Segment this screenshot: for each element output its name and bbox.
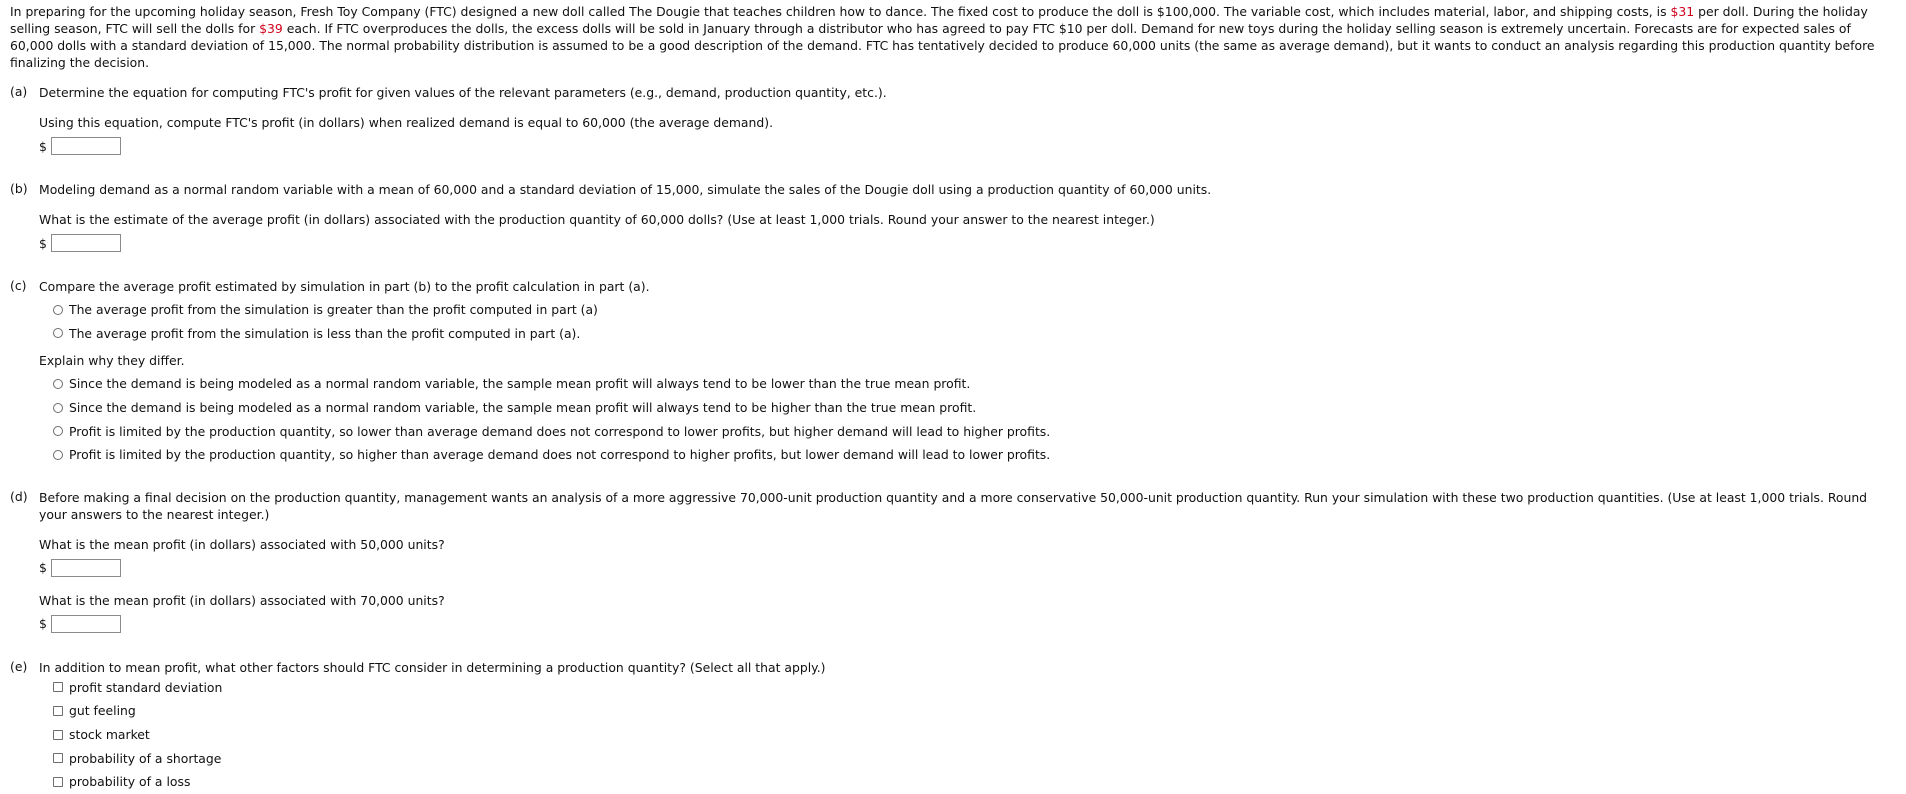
radio-button[interactable] bbox=[53, 305, 63, 315]
part-e-question: In addition to mean profit, what other factors should FTC consider in determining a production quantity? (Select all that apply.) bbox=[39, 659, 826, 675]
option-label: Since the demand is being modeled as a normal random variable, the sample mean profit will always tend to be higher than the true mean profit. bbox=[69, 400, 977, 416]
part-d-profit-50000-input[interactable] bbox=[51, 559, 121, 577]
part-d-profit-70000-input[interactable] bbox=[51, 615, 121, 633]
part-c-explain-option[interactable] bbox=[53, 419, 1896, 443]
currency-symbol: $ bbox=[39, 616, 47, 632]
part-a-label: (a) bbox=[10, 84, 28, 99]
part-a-subquestion: Using this equation, compute FTC's profit (in dollars) when realized demand is equal to 60,000 (the average demand). bbox=[39, 115, 774, 130]
radio-button[interactable] bbox=[53, 328, 63, 338]
part-d-question: Before making a final decision on the production quantity, management wants an analysis of a more aggressive 70,000-unit production quantity and a more conservative 50,000-unit production quantity. Run your simulation with these two production quantities. (Use at least 1,000 trials. Round your answers to the nearest integer.) bbox=[39, 489, 1868, 522]
part-c-compare-option[interactable] bbox=[53, 298, 1896, 322]
part-c bbox=[10, 278, 1896, 467]
checkbox[interactable] bbox=[53, 730, 63, 740]
currency-symbol: $ bbox=[39, 138, 47, 154]
currency-symbol: $ bbox=[39, 235, 47, 251]
part-e-option[interactable] bbox=[53, 676, 1896, 700]
part-b-subquestion: What is the estimate of the average profit (in dollars) associated with the production quantity of 60,000 dolls? (Use at least 1,000 trials. Round your answer to the nearest integer.) bbox=[39, 212, 1155, 227]
option-label: Profit is limited by the production quantity, so higher than average demand does not correspond to higher profits, but lower demand will lead to lower profits. bbox=[69, 447, 1051, 463]
currency-symbol: $ bbox=[39, 560, 47, 576]
variable-cost-value: $31 bbox=[1670, 4, 1695, 19]
part-c-compare-options bbox=[53, 298, 1896, 345]
part-e bbox=[10, 659, 1896, 794]
price-value: $39 bbox=[259, 21, 283, 36]
intro-text-3: each. If FTC overproduces the dolls, the excess dolls will be sold in January through a distributor who has agreed to pay FTC $10 per doll. Demand for new toys during the holiday selling season is extremely uncertain. Forecasts are for expected sales of 60,000 dolls with a standard deviation of 15,000. The normal probability distribution is assumed to be a good description of the demand. FTC has tentatively decided to produce 60,000 units (the same as average demand), but it wants to conduct an analysis regarding this production quantity before finalizing the decision. bbox=[10, 21, 1875, 70]
radio-button[interactable] bbox=[53, 403, 63, 413]
radio-button[interactable] bbox=[53, 450, 63, 460]
part-d-subquestion-50000: What is the mean profit (in dollars) associated with 50,000 units? bbox=[39, 536, 445, 552]
part-c-compare-option[interactable] bbox=[53, 322, 1896, 346]
option-label: profit standard deviation bbox=[69, 679, 223, 695]
option-label: probability of a shortage bbox=[69, 750, 222, 766]
part-e-option[interactable] bbox=[53, 723, 1896, 747]
part-b-label: (b) bbox=[10, 181, 28, 196]
part-b-average-profit-input[interactable] bbox=[51, 234, 121, 252]
part-c-label: (c) bbox=[10, 278, 27, 293]
part-d-subquestion-70000: What is the mean profit (in dollars) associated with 70,000 units? bbox=[39, 592, 445, 608]
part-c-question: Compare the average profit estimated by simulation in part (b) to the profit calculation in part (a). bbox=[39, 279, 650, 294]
problem-intro bbox=[10, 3, 1896, 71]
part-a-profit-input[interactable] bbox=[51, 137, 121, 155]
option-label: gut feeling bbox=[69, 703, 136, 719]
part-a-question: Determine the equation for computing FTC's profit for given values of the relevant parameters (e.g., demand, production quantity, etc.). bbox=[39, 85, 887, 100]
part-d bbox=[10, 489, 1896, 635]
part-c-explain-option[interactable] bbox=[53, 372, 1896, 396]
checkbox[interactable] bbox=[53, 682, 63, 692]
option-label: The average profit from the simulation is less than the profit computed in part (a). bbox=[69, 325, 581, 341]
intro-text-2: per doll. During the holiday selling season, FTC will sell the dolls for bbox=[10, 4, 1868, 36]
part-e-label: (e) bbox=[10, 658, 28, 674]
option-label: The average profit from the simulation is greater than the profit computed in part (a) bbox=[69, 302, 598, 318]
part-e-option[interactable] bbox=[53, 770, 1896, 794]
checkbox[interactable] bbox=[53, 777, 63, 787]
intro-text-1: In preparing for the upcoming holiday season, Fresh Toy Company (FTC) designed a new doll called The Dougie that teaches children how to dance. The fixed cost to produce the doll is $100,000. The variable cost, which includes material, labor, and shipping costs, is bbox=[10, 4, 1671, 19]
part-b bbox=[10, 181, 1896, 254]
part-e-option[interactable] bbox=[53, 746, 1896, 770]
radio-button[interactable] bbox=[53, 379, 63, 389]
part-b-question: Modeling demand as a normal random variable with a mean of 60,000 and a standard deviation of 15,000, simulate the sales of the Dougie doll using a production quantity of 60,000 units. bbox=[39, 182, 1212, 197]
option-label: Since the demand is being modeled as a normal random variable, the sample mean profit will always tend to be lower than the true mean profit. bbox=[69, 376, 971, 392]
radio-button[interactable] bbox=[53, 426, 63, 436]
option-label: Profit is limited by the production quantity, so lower than average demand does not correspond to lower profits, but higher demand will lead to higher profits. bbox=[69, 423, 1051, 439]
part-a bbox=[10, 84, 1896, 157]
part-c-explain-options bbox=[53, 372, 1896, 466]
checkbox[interactable] bbox=[53, 706, 63, 716]
option-label: stock market bbox=[69, 727, 150, 743]
option-label: probability of a loss bbox=[69, 774, 191, 790]
part-e-options bbox=[53, 676, 1896, 794]
part-e-option[interactable] bbox=[53, 699, 1896, 723]
part-c-explain-option[interactable] bbox=[53, 396, 1896, 420]
part-d-label: (d) bbox=[10, 488, 28, 504]
part-c-explain-option[interactable] bbox=[53, 443, 1896, 467]
part-c-explain-prompt: Explain why they differ. bbox=[39, 353, 185, 369]
checkbox[interactable] bbox=[53, 753, 63, 763]
